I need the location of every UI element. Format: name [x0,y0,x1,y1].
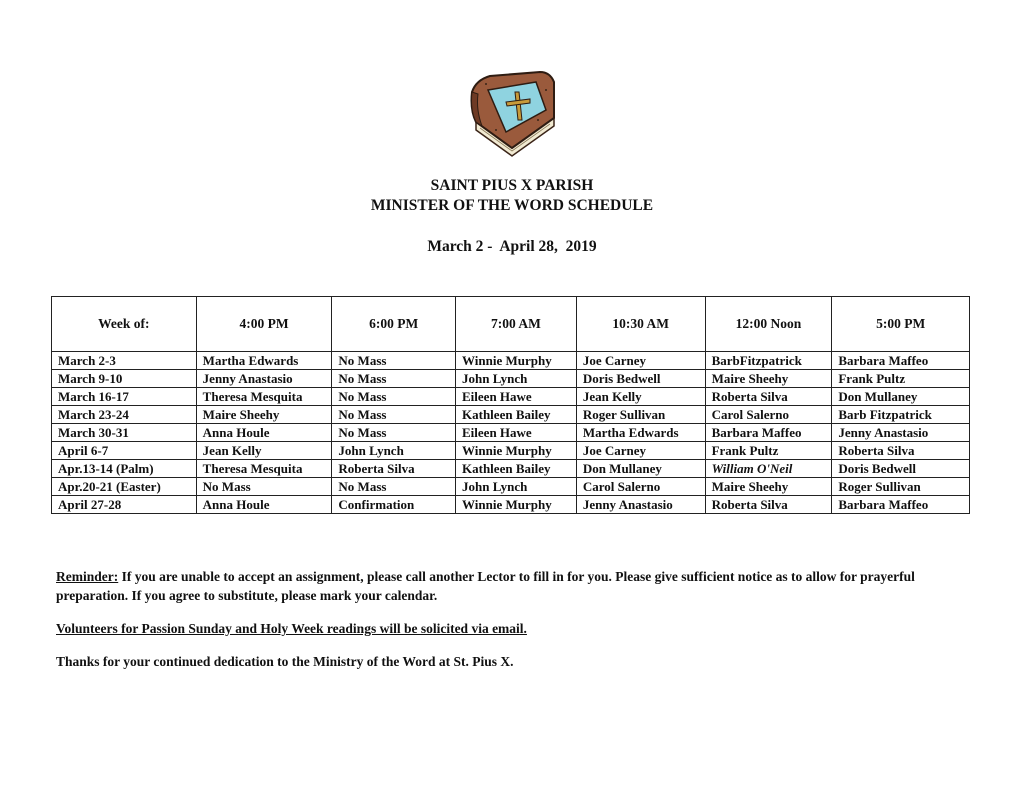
table-cell: March 2-3 [52,352,197,370]
table-cell: Theresa Mesquita [196,388,332,406]
table-cell: Apr.20-21 (Easter) [52,478,197,496]
table-cell: Roberta Silva [705,388,832,406]
table-cell: John Lynch [456,370,577,388]
bible-icon [466,70,558,160]
table-cell: Roberta Silva [332,460,456,478]
table-cell: Roberta Silva [705,496,832,514]
table-cell: Jenny Anastasio [832,424,970,442]
table-cell: Martha Edwards [196,352,332,370]
column-header: 12:00 Noon [705,297,832,352]
table-row [52,424,970,442]
table-cell: Winnie Murphy [456,442,577,460]
table-cell: Martha Edwards [576,424,705,442]
notes-section [56,567,976,685]
table-cell: Maire Sheehy [705,478,832,496]
table-cell: Barbara Maffeo [705,424,832,442]
table-cell: Don Mullaney [576,460,705,478]
table-cell: Apr.13-14 (Palm) [52,460,197,478]
reminder-paragraph [56,567,976,605]
column-header: 10:30 AM [576,297,705,352]
table-cell: Winnie Murphy [456,496,577,514]
table-cell: No Mass [332,478,456,496]
table-cell: John Lynch [456,478,577,496]
table-cell: Roberta Silva [832,442,970,460]
table-cell: No Mass [332,388,456,406]
table-cell: March 30-31 [52,424,197,442]
table-cell: No Mass [332,370,456,388]
table-row [52,370,970,388]
table-cell: March 23-24 [52,406,197,424]
table-cell: No Mass [332,424,456,442]
table-cell: Maire Sheehy [705,370,832,388]
table-cell: Kathleen Bailey [456,460,577,478]
table-cell: Confirmation [332,496,456,514]
table-cell: Joe Carney [576,352,705,370]
table-cell: John Lynch [332,442,456,460]
table-cell: March 16-17 [52,388,197,406]
table-cell: March 9-10 [52,370,197,388]
table-row [52,406,970,424]
table-cell: Joe Carney [576,442,705,460]
table-cell: Jenny Anastasio [196,370,332,388]
column-header: 4:00 PM [196,297,332,352]
table-cell: Doris Bedwell [576,370,705,388]
column-header: 7:00 AM [456,297,577,352]
table-cell: Doris Bedwell [832,460,970,478]
table-row [52,496,970,514]
table-cell: Barbara Maffeo [832,352,970,370]
schedule-title: MINISTER OF THE WORD SCHEDULE [370,197,654,214]
table-cell: Winnie Murphy [456,352,577,370]
table-cell: April 6-7 [52,442,197,460]
table-cell: Eileen Hawe [456,388,577,406]
volunteers-notice: Volunteers for Passion Sunday and Holy Week readings will be solicited via email. [56,621,527,636]
column-header: Week of: [52,297,197,352]
date-range: March 2 - April 28, 2019 [427,238,597,255]
table-cell: Carol Salerno [705,406,832,424]
table-cell: Carol Salerno [576,478,705,496]
table-cell: BarbFitzpatrick [705,352,832,370]
thanks-note: Thanks for your continued dedication to the Ministry of the Word at St. Pius X. [56,654,514,669]
column-header: 6:00 PM [332,297,456,352]
parish-name: SAINT PIUS X PARISH [430,177,594,194]
table-cell: Frank Pultz [832,370,970,388]
title-block [0,176,1024,216]
table-cell: Barbara Maffeo [832,496,970,514]
table-row [52,442,970,460]
table-cell: Roger Sullivan [832,478,970,496]
table-cell: Don Mullaney [832,388,970,406]
table-cell: Jean Kelly [576,388,705,406]
table-cell: Maire Sheehy [196,406,332,424]
table-cell: No Mass [196,478,332,496]
table-cell: Jenny Anastasio [576,496,705,514]
schedule-table [51,296,970,514]
table-cell: Theresa Mesquita [196,460,332,478]
table-cell: No Mass [332,352,456,370]
table-cell: Anna Houle [196,424,332,442]
table-cell: William O'Neil [705,460,832,478]
table-cell: No Mass [332,406,456,424]
table-cell: Anna Houle [196,496,332,514]
table-cell: Kathleen Bailey [456,406,577,424]
table-cell: Eileen Hawe [456,424,577,442]
table-cell: April 27-28 [52,496,197,514]
column-header: 5:00 PM [832,297,970,352]
table-cell: Frank Pultz [705,442,832,460]
table-row [52,460,970,478]
reminder-label: Reminder: [56,569,119,584]
table-cell: Jean Kelly [196,442,332,460]
table-cell: Roger Sullivan [576,406,705,424]
table-row [52,478,970,496]
table-row [52,352,970,370]
table-row [52,388,970,406]
reminder-text: If you are unable to accept an assignment, please call another Lector to fill in for you. Please give sufficient notice as to allow for prayerful preparation. If you agree to substitute, please mark your calendar. [56,569,915,603]
table-header-row [52,297,970,352]
table-cell: Barb Fitzpatrick [832,406,970,424]
